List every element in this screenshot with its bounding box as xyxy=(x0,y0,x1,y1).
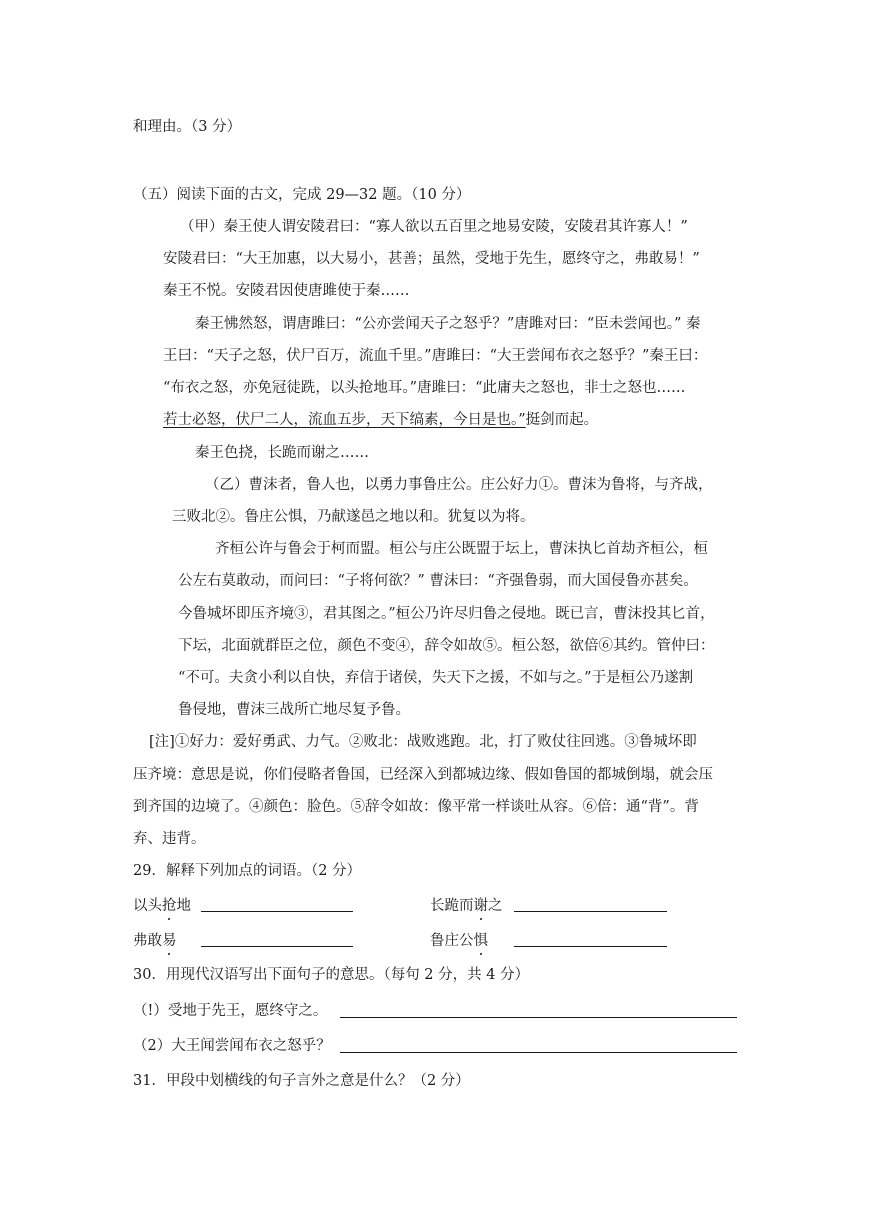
jia-line: 秦王怫然怒，谓唐雎曰：“公亦尝闻天子之怒乎？”唐雎对曰：“臣未尝闻也。” 秦 xyxy=(195,316,701,332)
q30-sentence-2: （2）大王闻尝闻布衣之怒乎？ xyxy=(133,1038,331,1054)
underlined-sentence: 若士必怒，伏尸二人，流血五步，天下缟素，今日是也。” xyxy=(163,412,526,428)
yi-line: 下坛，北面就群臣之位，颜色不变④，辞令如故⑤。桓公怒，欲倍⑥其约。管仲曰： xyxy=(178,638,715,654)
yi-line: 今鲁城坏即压齐境③，君其图之。”桓公乃许尽归鲁之侵地。既已言，曹沫投其匕首， xyxy=(178,606,715,622)
jia-line: 王曰：“天子之怒，伏尸百万，流血千里。”唐雎曰：“大王尝闻布衣之怒乎？”秦王曰： xyxy=(163,348,708,364)
q29-item-label: 长跪而谢之 xyxy=(430,898,503,914)
notes-line: 弃、违背。 xyxy=(133,831,206,847)
q30-sentence-1: （!）受地于先王，愿终守之。 xyxy=(133,1003,328,1019)
jia-line: 安陵君曰：“大王加惠，以大易小，甚善；虽然，受地于先生，愿终守之，弗敢易！” xyxy=(163,251,700,267)
notes-line: 到齐国的边境了。④颜色：脸色。⑤辞令如故：像平常一样谈吐从容。⑥倍：通“背”。背 xyxy=(133,799,699,815)
question-30-stem: 30．用现代汉语写出下面句子的意思。（每句 2 分，共 4 分） xyxy=(133,967,530,983)
q29-answer-blank[interactable] xyxy=(514,946,667,947)
question-29-stem: 29．解释下列加点的词语。（2 分） xyxy=(133,863,362,879)
q29-item-label: 鲁庄公惧 xyxy=(430,933,488,949)
question-31-stem: 31．甲段中划横线的句子言外之意是什么？（2 分） xyxy=(133,1073,470,1089)
notes-line: 压齐境：意思是说，你们侵略者鲁国，已经深入到都城边缘、假如鲁国的都城倒塌，就会压 xyxy=(133,767,713,783)
jia-underlined-line xyxy=(163,410,598,430)
q29-answer-blank[interactable] xyxy=(514,911,667,912)
jia-line: （甲）秦王使人谓安陵君曰：“寡人欲以五百里之地易安陵，安陵君其许寡人！” xyxy=(180,219,688,235)
notes-line: [注]①好力：爱好勇武、力气。②败北：战败逃跑。北，打了败仗往回逃。③鲁城坏即 xyxy=(149,734,697,750)
yi-line: “不可。夫贪小利以自快，弃信于诸侯，失天下之援，不如与之。”于是桓公乃遂割 xyxy=(178,670,694,686)
jia-line: 秦王不悦。安陵君因使唐雎使于秦…… xyxy=(163,283,410,299)
dotted-character: 抢 xyxy=(162,898,177,914)
q30-answer-blank-2[interactable] xyxy=(340,1052,737,1053)
section-heading: （五）阅读下面的古文，完成 29—32 题。（10 分） xyxy=(133,187,471,203)
dotted-character: 谢 xyxy=(473,898,488,914)
dotted-character: 易 xyxy=(162,933,177,949)
jia-line: “布衣之怒，亦免冠徒跣，以头抢地耳。”唐雎曰：“此庸夫之怒也，非士之怒也…… xyxy=(163,380,686,396)
yi-line: 鲁侵地，曹沫三战所亡地尽复予鲁。 xyxy=(178,702,410,718)
yi-line: 齐桓公许与鲁会于柯而盟。桓公与庄公既盟于坛上，曹沫执匕首劫齐桓公，桓 xyxy=(215,541,708,557)
previous-question-tail: 和理由。（3 分） xyxy=(133,119,242,135)
dotted-character: 惧 xyxy=(473,933,488,949)
line-rest: 挺剑而起。 xyxy=(525,412,599,428)
q29-item-label: 以头抢地 xyxy=(133,898,191,914)
q29-answer-blank[interactable] xyxy=(201,946,353,947)
yi-line: （乙）曹沫者，鲁人也，以勇力事鲁庄公。庄公好力①。曹沫为鲁将，与齐战， xyxy=(205,477,713,493)
q29-item-label: 弗敢易 xyxy=(133,933,177,949)
q29-answer-blank[interactable] xyxy=(201,911,353,912)
jia-line: 秦王色挠，长跪而谢之…… xyxy=(195,445,369,461)
yi-line: 公左右莫敢动，而问曰：“子将何欲？” 曹沫曰：“齐强鲁弱，而大国侵鲁亦甚矣。 xyxy=(178,573,698,589)
q30-answer-blank-1[interactable] xyxy=(340,1017,737,1018)
yi-line: 三败北②。鲁庄公惧，乃献遂邑之地以和。犹复以为将。 xyxy=(172,509,535,525)
